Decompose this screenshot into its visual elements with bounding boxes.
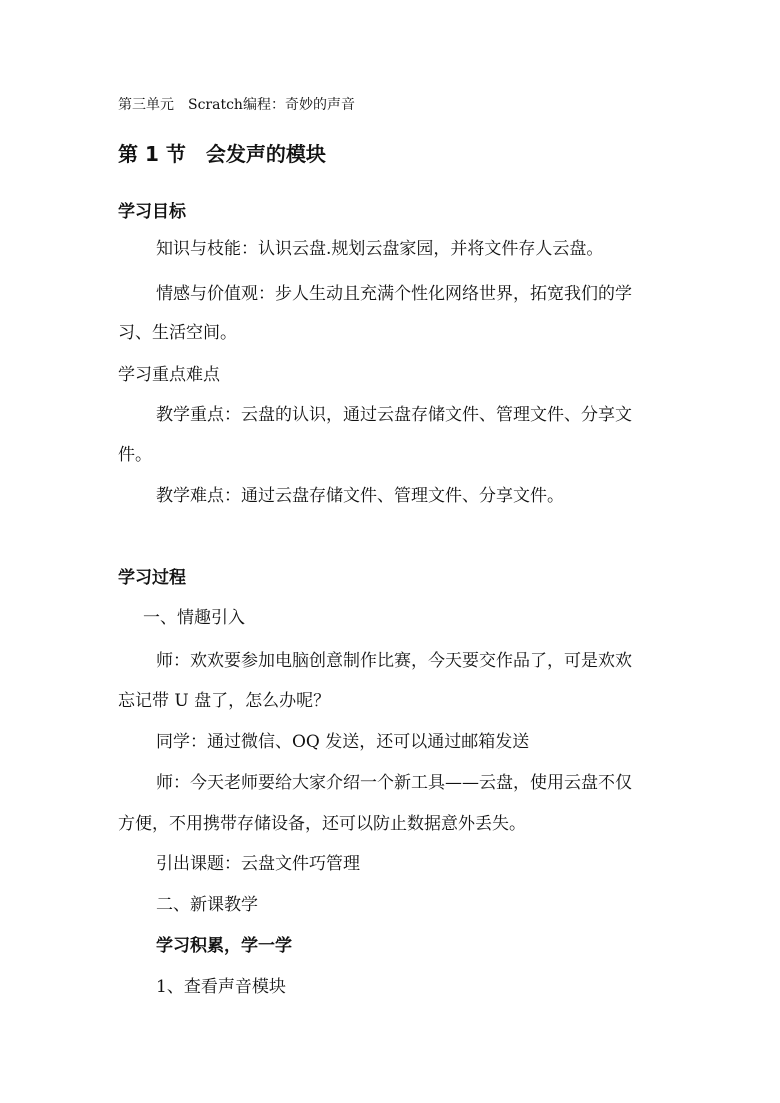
objective-values-line-2: 习、生活空间。 (118, 323, 237, 343)
objective-knowledge-skills: 知识与枝能：认识云盘.规划云盘家园，并将文件存人云盘。 (156, 239, 604, 259)
key-points-heading: 学习重点难点 (118, 365, 220, 385)
key-point-line-2: 件。 (118, 445, 152, 465)
topic-intro: 引出课题：云盘文件巧管理 (156, 854, 360, 874)
task-1: 1、查看声音模块 (156, 977, 286, 997)
teacher-dialogue-line-1: 师：欢欢要参加电脑创意制作比赛，今天要交作品了，可是欢欢 (156, 651, 632, 671)
step-2-heading: 二、新课教学 (156, 895, 258, 915)
teacher-introduction-line-2: 方便，不用携带存储设备，还可以防止数据意外丢失。 (118, 814, 526, 834)
process-heading: 学习过程 (118, 568, 186, 588)
objectives-heading: 学习目标 (118, 202, 186, 222)
learning-subheading: 学习积累，学一学 (156, 936, 292, 956)
lesson-title: 第 1 节 会发声的模块 (118, 142, 326, 166)
key-point-line-1: 教学重点：云盘的认识，通过云盘存储文件、管理文件、分享文 (156, 405, 632, 425)
unit-title: 第三单元 Scratch编程：奇妙的声音 (118, 97, 355, 113)
objective-values-line-1: 情感与价值观：步人生动且充满个性化网络世界，拓宽我们的学 (156, 284, 632, 304)
teacher-dialogue-line-2: 忘记带 U 盘了，怎么办呢？ (118, 691, 331, 711)
step-1-heading: 一、情趣引入 (143, 608, 245, 628)
student-dialogue: 同学：通过微信、OQ 发送，还可以通过邮箱发送 (156, 732, 530, 752)
teacher-introduction-line-1: 师：今天老师要给大家介绍一个新工具——云盘，使用云盘不仅 (156, 773, 632, 793)
difficult-point: 教学难点：通过云盘存储文件、管理文件、分享文件。 (156, 486, 564, 506)
